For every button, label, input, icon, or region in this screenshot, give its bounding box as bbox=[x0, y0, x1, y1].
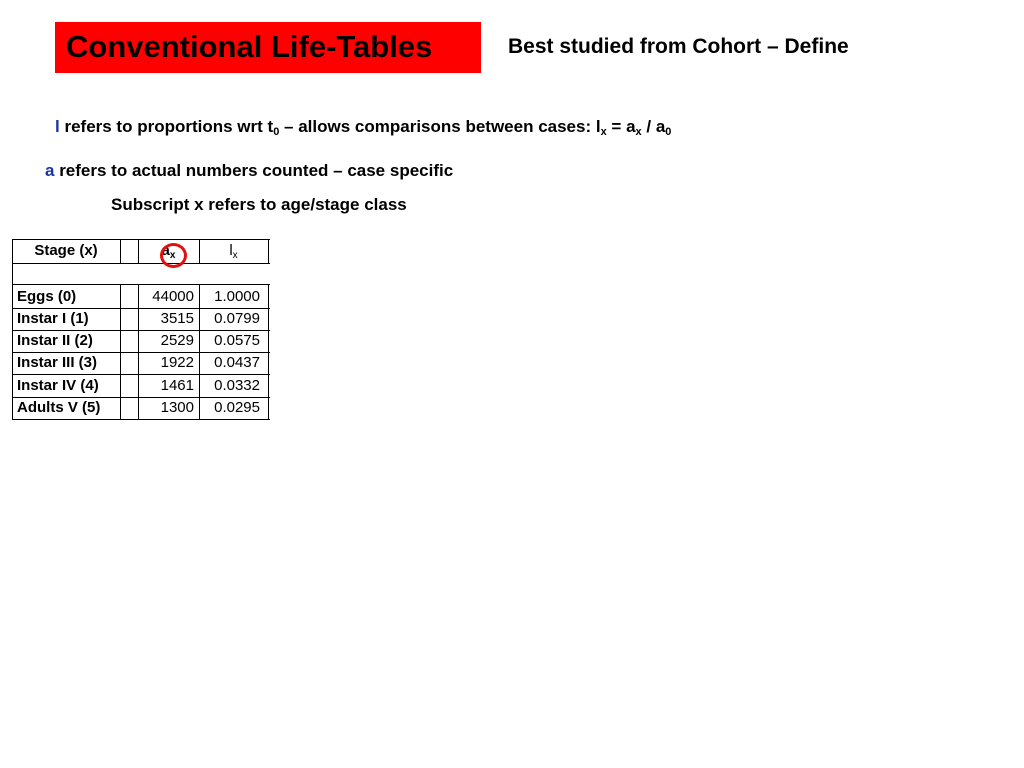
header-l-subscript: x bbox=[232, 250, 238, 261]
table-border-bottom bbox=[12, 419, 270, 420]
definition-a-line bbox=[45, 161, 453, 181]
page-title: Conventional Life-Tables bbox=[66, 29, 433, 64]
subscript-note: Subscript x refers to age/stage class bbox=[111, 195, 407, 214]
line1-sub-a: 0 bbox=[273, 126, 280, 138]
stage-cell: Instar IV (4) bbox=[17, 377, 99, 394]
l-value-cell: 0.0295 bbox=[214, 399, 260, 416]
table-gap-divider bbox=[12, 284, 270, 285]
l-value-cell: 0.0799 bbox=[214, 310, 260, 327]
header-l bbox=[199, 242, 268, 259]
line1-sub-d: 0 bbox=[665, 126, 672, 138]
header-a-label: a bbox=[161, 242, 170, 259]
table-header-divider bbox=[12, 263, 270, 264]
table-col-divider bbox=[120, 284, 121, 420]
stage-cell: Adults V (5) bbox=[17, 399, 101, 416]
title-banner bbox=[55, 22, 481, 73]
table-row-divider bbox=[12, 397, 270, 398]
table-col-divider bbox=[199, 284, 200, 420]
highlight-circle bbox=[160, 243, 187, 268]
table-row-divider bbox=[12, 374, 270, 375]
line1-text-a: refers to proportions wrt t bbox=[59, 117, 274, 136]
a-value-cell: 44000 bbox=[152, 288, 194, 305]
line1-text-b: – allows comparisons between cases: l bbox=[279, 117, 601, 136]
header-a-subscript: x bbox=[169, 250, 176, 261]
l-value-cell: 0.0575 bbox=[214, 332, 260, 349]
definition-l-line bbox=[55, 117, 671, 137]
table-border-left bbox=[12, 239, 13, 420]
a-value-cell: 1922 bbox=[160, 354, 194, 371]
line1-sub-c: x bbox=[635, 126, 642, 138]
line1-text-c: = a bbox=[606, 117, 636, 136]
symbol-a: a bbox=[45, 161, 55, 180]
table-row-divider bbox=[12, 352, 270, 353]
stage-cell: Eggs (0) bbox=[17, 288, 77, 305]
table-border-right bbox=[268, 284, 269, 420]
table-row-divider bbox=[12, 330, 270, 331]
table-border-top bbox=[12, 239, 270, 240]
header-stage: Stage (x) bbox=[34, 242, 98, 259]
line2-text: refers to actual numbers counted – case specific bbox=[54, 161, 454, 180]
a-value-cell: 2529 bbox=[160, 332, 194, 349]
header-l-label: l bbox=[229, 242, 233, 259]
line1-text-d: / a bbox=[641, 117, 666, 136]
line1-sub-b: x bbox=[600, 126, 607, 138]
stage-cell: Instar III (3) bbox=[17, 354, 98, 371]
table-row-divider bbox=[12, 308, 270, 309]
stage-cell: Instar II (2) bbox=[17, 332, 93, 349]
table-border-right bbox=[268, 239, 269, 263]
a-value-cell: 1300 bbox=[160, 399, 194, 416]
l-value-cell: 0.0332 bbox=[214, 377, 260, 394]
l-value-cell: 0.0437 bbox=[214, 354, 260, 371]
table-col-divider bbox=[138, 284, 139, 420]
stage-cell: Instar I (1) bbox=[17, 310, 89, 327]
a-value-cell: 1461 bbox=[160, 377, 194, 394]
a-value-cell: 3515 bbox=[160, 310, 194, 327]
l-value-cell: 1.0000 bbox=[214, 288, 260, 305]
symbol-l: l bbox=[55, 117, 60, 136]
life-table bbox=[12, 239, 270, 421]
table-col-divider bbox=[120, 239, 121, 263]
page-subtitle: Best studied from Cohort – Define bbox=[508, 35, 849, 58]
